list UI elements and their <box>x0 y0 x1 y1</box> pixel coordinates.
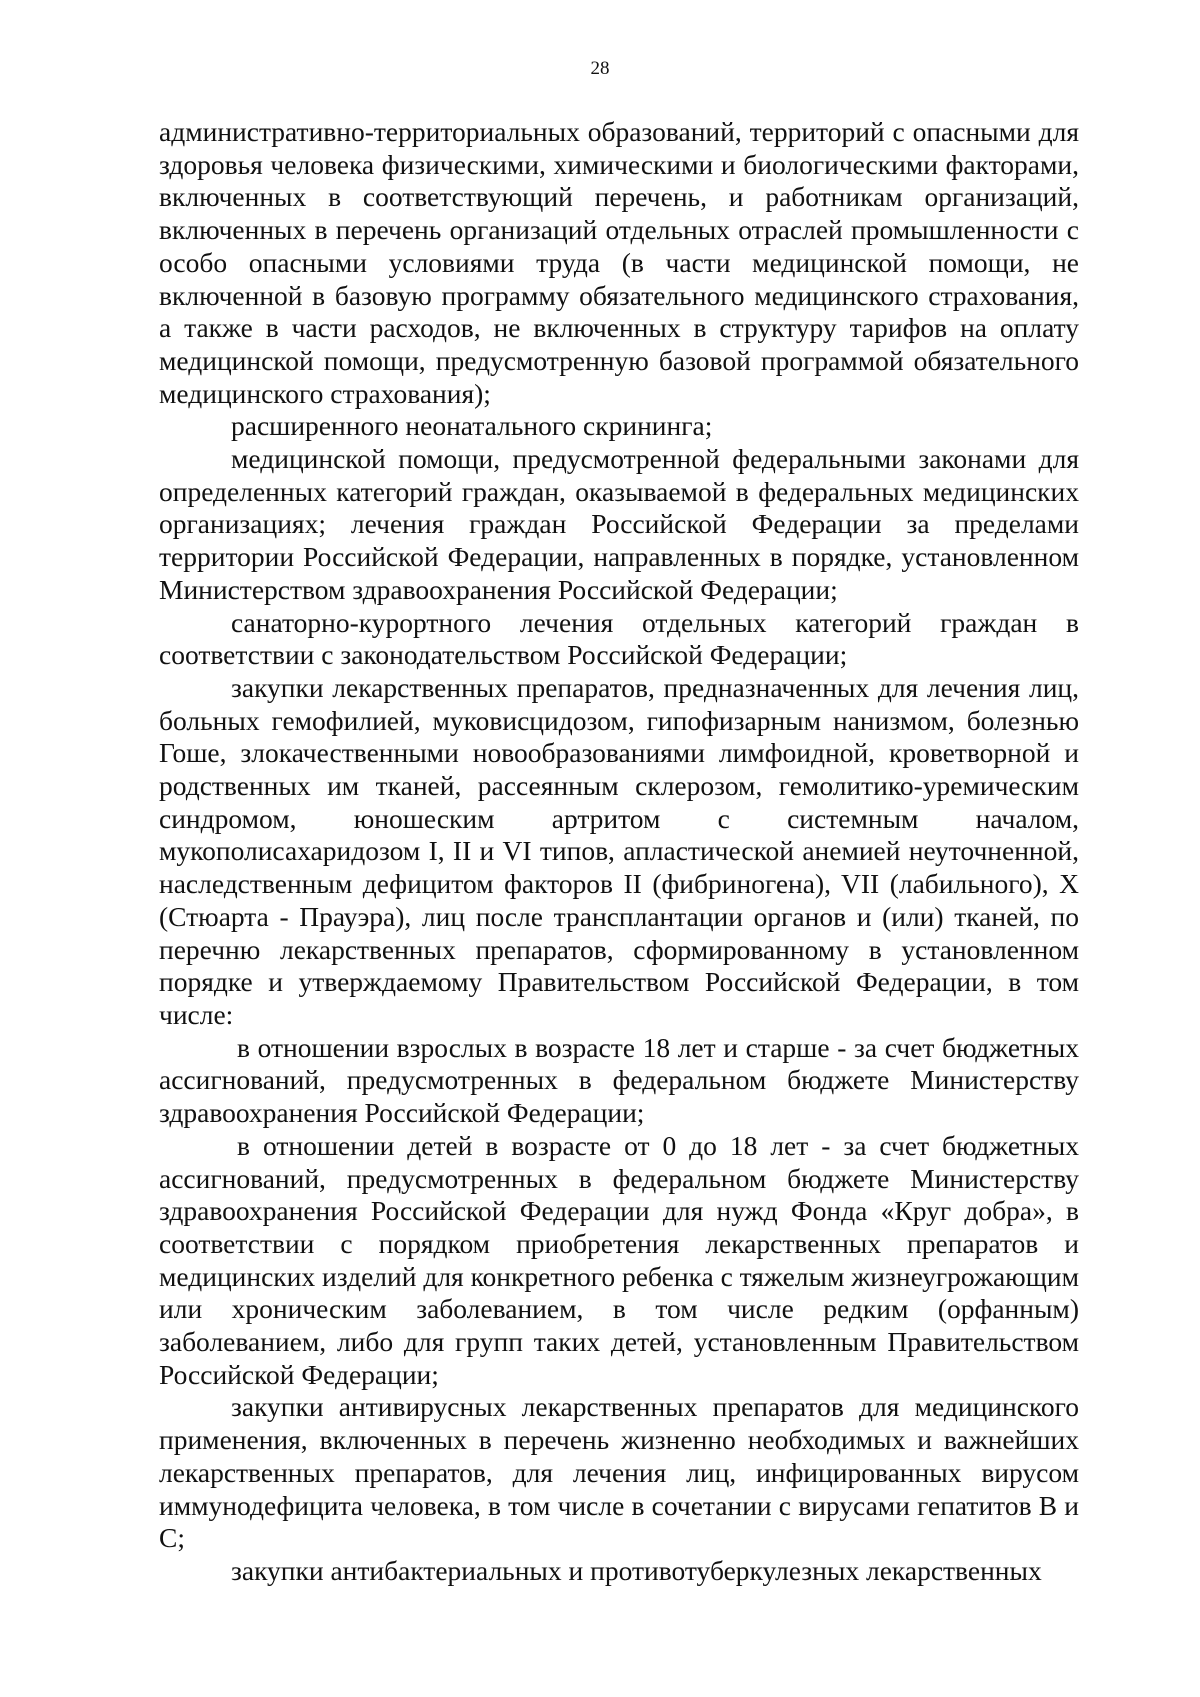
paragraph-federal-laws-care: медицинской помощи, предусмотренной федеральными законами для определенных категорий граждан, оказываемой в федеральных медицинских организациях; лечения граждан Российской Федерации за пределами территории Российской Федерации, направленных в порядке, установленном Министерством здравоохранения Российской Федерации; <box>159 443 1079 605</box>
paragraph-antiviral-procurement: закупки антивирусных лекарственных препаратов для медицинского применения, включенных в перечень жизненно необходимых и важнейших лекарственных препаратов, для лечения лиц, инфицированных вирусом иммунодефицита человека, в том числе в сочетании с вирусами гепатитов B и C; <box>159 1391 1079 1554</box>
page-number: 28 <box>590 58 610 79</box>
paragraph-drug-procurement: закупки лекарственных препаратов, предназначенных для лечения лиц, больных гемофилией, муковисцидозом, гипофизарным нанизмом, болезнью Гоше, злокачественными новообразованиями лимфоидной, кроветворной и родственных им тканей, рассеянным склерозом, гемолитико-уремическим синдромом, юношеским артритом с системным началом, мукополисахаридозом I, II и VI типов, апластической анемией неуточненной, наследственным дефицитом факторов II (фибриногена), VII (лабильного), X (Стюарта - Прауэра), лиц после трансплантации органов и (или) тканей, по перечню лекарственных препаратов, сформированному в установленном порядке и утверждаемому Правительством Российской Федерации, в том числе: <box>159 671 1079 1030</box>
paragraph-antibacterial-procurement: закупки антибактериальных и противотуберкулезных лекарственных <box>231 1554 1042 1586</box>
paragraph-adults: в отношении взрослых в возрасте 18 лет и старше - за счет бюджетных ассигнований, предусмотренных в федеральном бюджете Министерству здравоохранения Российской Федерации; <box>159 1031 1079 1129</box>
paragraph-continuation: административно-территориальных образований, территорий с опасными для здоровья человека физическими, химическими и биологическими факторами, включенных в соответствующий перечень, и работникам организаций, включенных в перечень организаций отдельных отраслей промышленности с особо опасными условиями труда (в части медицинской помощи, не включенной в базовую программу обязательного медицинского страхования, а также в части расходов, не включенных в структуру тарифов на оплату медицинской помощи, предусмотренную базовой программой обязательного медицинского страхования); <box>159 116 1079 409</box>
body-text <box>159 116 1079 1588</box>
paragraph-sanatorium-treatment: санаторно-курортного лечения отдельных категорий граждан в соответствии с законодательством Российской Федерации; <box>159 606 1079 671</box>
paragraph-neonatal-screening: расширенного неонатального скрининга; <box>231 410 713 442</box>
paragraph-children: в отношении детей в возрасте от 0 до 18 лет - за счет бюджетных ассигнований, предусмотренных в федеральном бюджете Министерству здравоохранения Российской Федерации для нужд Фонда «Круг добра», в соответствии с порядком приобретения лекарственных препаратов и медицинских изделий для конкретного ребенка с тяжелым жизнеугрожающим или хроническим заболеванием, в том числе редким (орфанным) заболеванием, либо для групп таких детей, установленным Правительством Российской Федерации; <box>159 1129 1079 1390</box>
